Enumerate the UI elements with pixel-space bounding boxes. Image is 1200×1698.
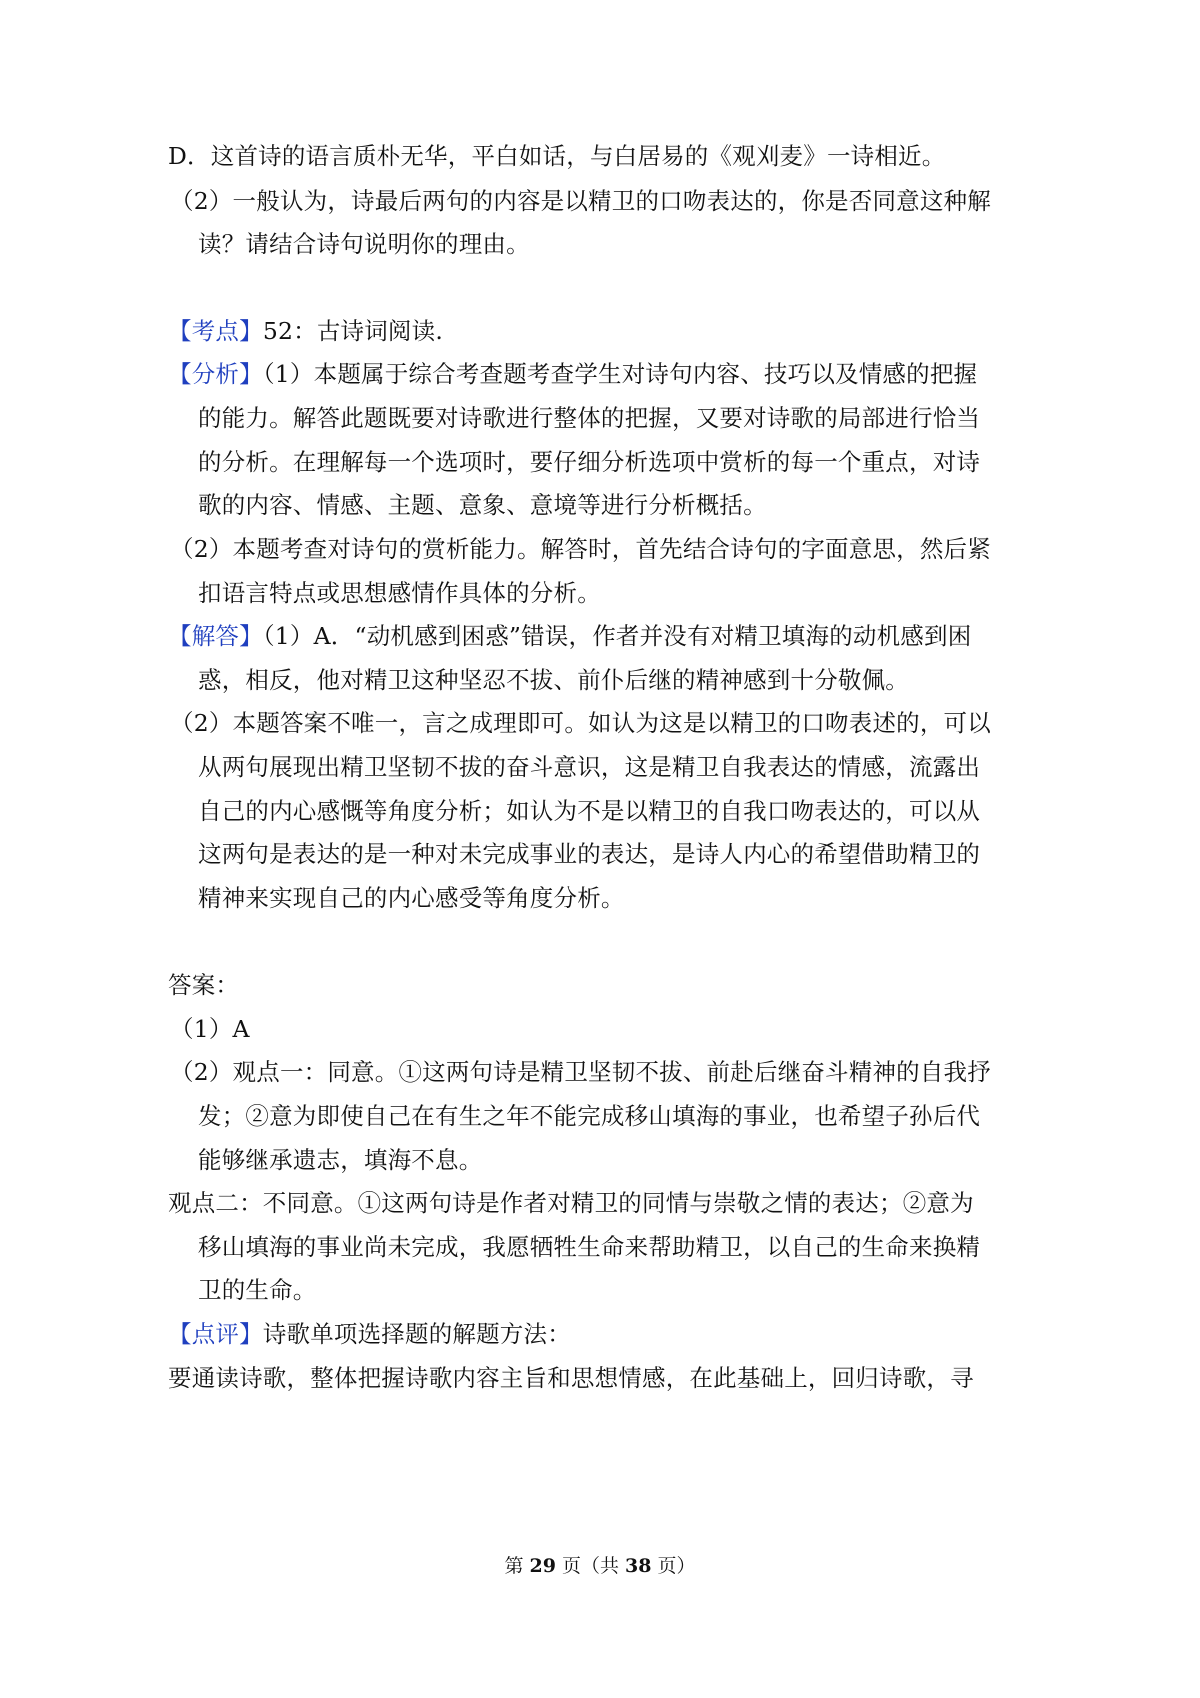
jieda-line-1: [168, 621, 971, 651]
answer-view-1-line-2: 发；②意为即使自己在有生之年不能完成移山填海的事业，也希望子孙后代: [198, 1102, 981, 1130]
fenxi-line-2: 的能力。解答此题既要对诗歌进行整体的把握，又要对诗歌的局部进行恰当: [198, 404, 981, 432]
answer-view-2-line-2: 移山填海的事业尚未完成，我愿牺牲生命来帮助精卫，以自己的生命来换精: [198, 1233, 981, 1261]
dianping-tag: 【点评】: [168, 1320, 263, 1348]
kaodian-tag: 【考点】: [168, 317, 263, 345]
question-2-line-2: 读？请结合诗句说明你的理由。: [198, 230, 530, 258]
fenxi-tag: 【分析】: [168, 360, 263, 388]
footer-current-page: 29: [529, 1555, 556, 1577]
answer-view-1-line-3: 能够继承遗志，填海不息。: [198, 1146, 483, 1174]
footer-prefix: 第: [504, 1555, 530, 1577]
fenxi-line-5: （2）本题考查对诗句的赏析能力。解答时，首先结合诗句的字面意思，然后紧: [170, 535, 991, 563]
answer-1: （1）A: [170, 1015, 250, 1043]
fenxi-line-4: 歌的内容、情感、主题、意象、意境等进行分析概括。: [198, 491, 767, 519]
answer-view-2-line-3: 卫的生命。: [198, 1276, 317, 1304]
fenxi-line-3: 的分析。在理解每一个选项时，要仔细分析选项中赏析的每一个重点，对诗: [198, 448, 981, 476]
footer-suffix: 页）: [651, 1555, 696, 1577]
option-d: D．这首诗的语言质朴无华，平白如话，与白居易的《观刈麦》一诗相近。: [168, 142, 946, 170]
fenxi-line-6: 扣语言特点或思想感情作具体的分析。: [198, 579, 601, 607]
question-2-line-1: （2）一般认为，诗最后两句的内容是以精卫的口吻表达的，你是否同意这种解: [170, 187, 991, 215]
jieda-text-1: （1）A．“动机感到困惑”错误，作者并没有对精卫填海的动机感到困: [262, 622, 972, 650]
jieda-line-3: （2）本题答案不唯一，言之成理即可。如认为这是以精卫的口吻表述的，可以: [170, 709, 991, 737]
jieda-line-5: 自己的内心感慨等角度分析；如认为不是以精卫的自我口吻表达的，可以从: [198, 797, 981, 825]
fenxi-line-1: [168, 359, 977, 389]
footer-middle: 页（共: [555, 1555, 626, 1577]
dianping-line-2: 要通读诗歌，整体把握诗歌内容主旨和思想情感，在此基础上，回归诗歌，寻: [168, 1364, 974, 1392]
jieda-line-7: 精神来实现自己的内心感受等角度分析。: [198, 884, 625, 912]
jieda-line-6: 这两句是表达的是一种对未完成事业的表达，是诗人内心的希望借助精卫的: [198, 840, 981, 868]
dianping-text: 诗歌单项选择题的解题方法：: [262, 1320, 571, 1348]
kaodian-line: [168, 316, 443, 346]
answer-view-2-line-1: 观点二：不同意。①这两句诗是作者对精卫的同情与崇敬之情的表达；②意为: [168, 1189, 974, 1217]
kaodian-text: 52：古诗词阅读.: [262, 317, 443, 345]
answer-view-1-line-1: （2）观点一：同意。①这两句诗是精卫坚韧不拔、前赴后继奋斗精神的自我抒: [170, 1058, 991, 1086]
jieda-line-4: 从两句展现出精卫坚韧不拔的奋斗意识，这是精卫自我表达的情感，流露出: [198, 753, 981, 781]
jieda-line-2: 惑，相反，他对精卫这种坚忍不拔、前仆后继的精神感到十分敬佩。: [198, 666, 909, 694]
jieda-tag: 【解答】: [168, 622, 263, 650]
dianping-line-1: [168, 1319, 571, 1349]
answer-heading: 答案：: [168, 971, 240, 999]
footer-total-pages: 38: [625, 1555, 652, 1577]
fenxi-text-1: （1）本题属于综合考查题考查学生对诗句内容、技巧以及情感的把握: [262, 360, 978, 388]
page-footer: [0, 1554, 1200, 1578]
